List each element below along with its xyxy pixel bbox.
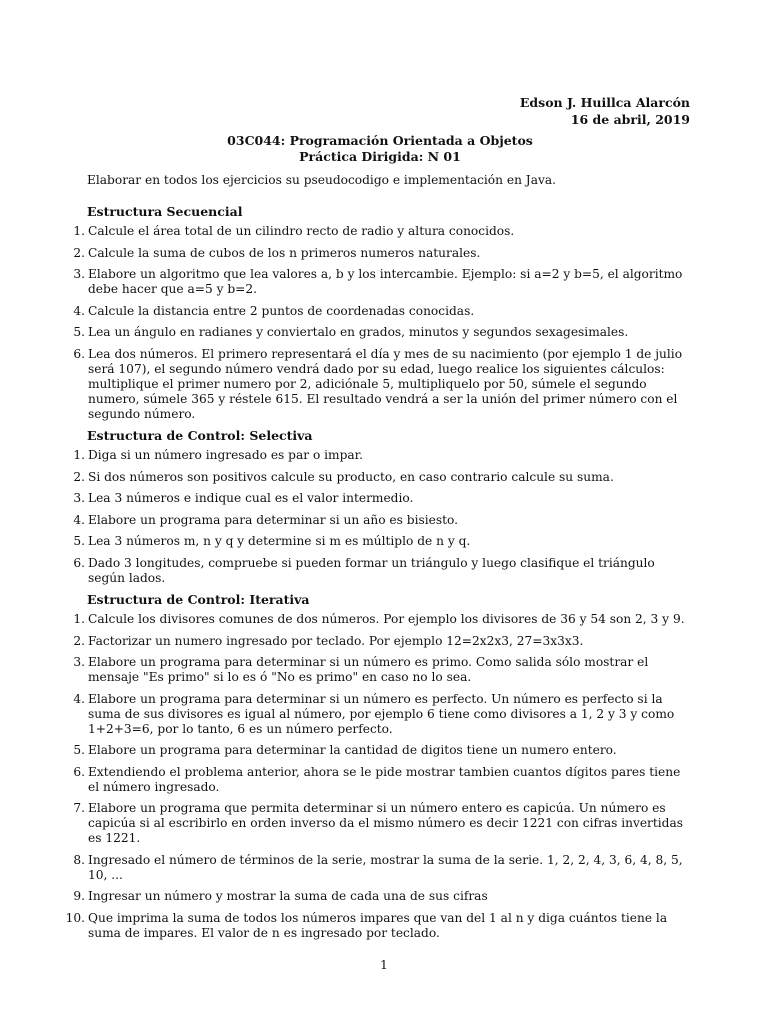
exercise-item: 5. Elabore un programa para determinar la cantidad de digitos tiene un numero entero. (73, 743, 617, 757)
course-title: 03C044: Programación Orientada a Objetos (227, 133, 533, 148)
practice-title: Práctica Dirigida: N 01 (299, 149, 461, 164)
exercise-item: 8. Ingresado el número de términos de la serie, mostrar la suma de la serie. 1, 2, 2, 4, 3, 6, 4, 8, 5, 10, ... (73, 852, 683, 882)
page-number: 1 (380, 958, 388, 972)
section-selectiva (74, 428, 694, 586)
section-iterativa (65, 592, 694, 941)
intro-text: Elaborar en todos los ejercicios su pseudocodigo e implementación en Java. (87, 173, 556, 187)
author-block (520, 94, 690, 128)
exercise-item: 1. Diga si un número ingresado es par o impar. (73, 448, 364, 462)
section-heading: Estructura Secuencial (87, 204, 243, 219)
exercise-item: 4. Elabore un programa para determinar si un número es perfecto. Un número es perfecto si la suma de sus divisores es igual al número, por ejemplo 6 tiene como divisores a 1, 2 y 3 y como 1+2+3=6, por lo tanto, 6 es un número perfecto. (73, 691, 675, 736)
author-name: Edson J. Huillca Alarcón (519, 95, 690, 110)
section-secuencial (74, 204, 694, 422)
exercise-list (74, 448, 694, 586)
exercise-item: 6. Extendiendo el problema anterior, ahora se le pide mostrar tambien cuantos dígitos pares tiene el número ingresado. (73, 764, 681, 794)
exercise-item: 1. Calcule el área total de un cilindro recto de radio y altura conocidos. (73, 224, 515, 238)
exercise-item: 9. Ingresar un número y mostrar la suma de cada una de sus cifras (73, 889, 488, 903)
exercise-list (65, 612, 694, 941)
exercise-item: 5. Lea 3 números m, n y q y determine si m es múltiplo de n y q. (73, 534, 471, 548)
exercise-item: 1. Calcule los divisores comunes de dos números. Por ejemplo los divisores de 36 y 54 son 2, 3 y 9. (73, 612, 685, 626)
document-title (0, 133, 768, 165)
exercise-sections (65, 202, 694, 947)
exercise-item: 10. Que imprima la suma de todos los números impares que van del 1 al n y diga cuántos tiene la suma de impares. El valor de n es ingresado por teclado. (65, 910, 668, 940)
exercise-item: 6. Lea dos números. El primero representará el día y mes de su nacimiento (por ejemplo 1 de julio será 107), el segundo número vendrá dado por su edad, luego realice los siguientes cálculos: multiplique el primer numero por 2, adiciónale 5, multipliquelo por 50, súmele el segundo numero, súmele 365 y réstele 615. El resultado vendrá a ser la unión del primer número con el segundo número. (73, 346, 683, 421)
exercise-item: 3. Elabore un programa para determinar si un número es primo. Como salida sólo mostrar el mensaje "Es primo" si lo es ó "No es primo" en caso no lo sea. (73, 655, 649, 684)
exercise-list (74, 224, 694, 422)
exercise-item: 5. Lea un ángulo en radianes y conviertalo en grados, minutos y segundos sexagesimales. (73, 325, 629, 339)
exercise-item: 3. Lea 3 números e indique cual es el valor intermedio. (73, 491, 414, 505)
exercise-item: 2. Factorizar un numero ingresado por teclado. Por ejemplo 12=2x2x3, 27=3x3x3. (73, 633, 584, 648)
exercise-item: 3. Elabore un algoritmo que lea valores a, b y los intercambie. Ejemplo: si a=2 y b=5, el algoritmo debe hacer que a=5 y b=2. (73, 267, 683, 296)
exercise-item: 2. Calcule la suma de cubos de los n primeros numeros naturales. (73, 245, 481, 260)
document-date: 16 de abril, 2019 (570, 112, 690, 127)
section-heading: Estructura de Control: Iterativa (87, 592, 310, 607)
section-heading: Estructura de Control: Selectiva (87, 428, 313, 443)
exercise-item: 4. Elabore un programa para determinar si un año es bisiesto. (73, 512, 458, 527)
exercise-item: 7. Elabore un programa que permita determinar si un número entero es capicúa. Un número es capicúa si al escribirlo en orden inverso da el mismo número es decir 1221 con cifras invertidas es 1221. (73, 801, 684, 845)
exercise-item: 2. Si dos números son positivos calcule su producto, en caso contrario calcule su suma. (73, 469, 614, 484)
exercise-item: 4. Calcule la distancia entre 2 puntos de coordenadas conocidas. (73, 303, 475, 318)
exercise-item: 6. Dado 3 longitudes, compruebe si pueden formar un triángulo y luego clasifique el triángulo según lados. (73, 555, 655, 585)
